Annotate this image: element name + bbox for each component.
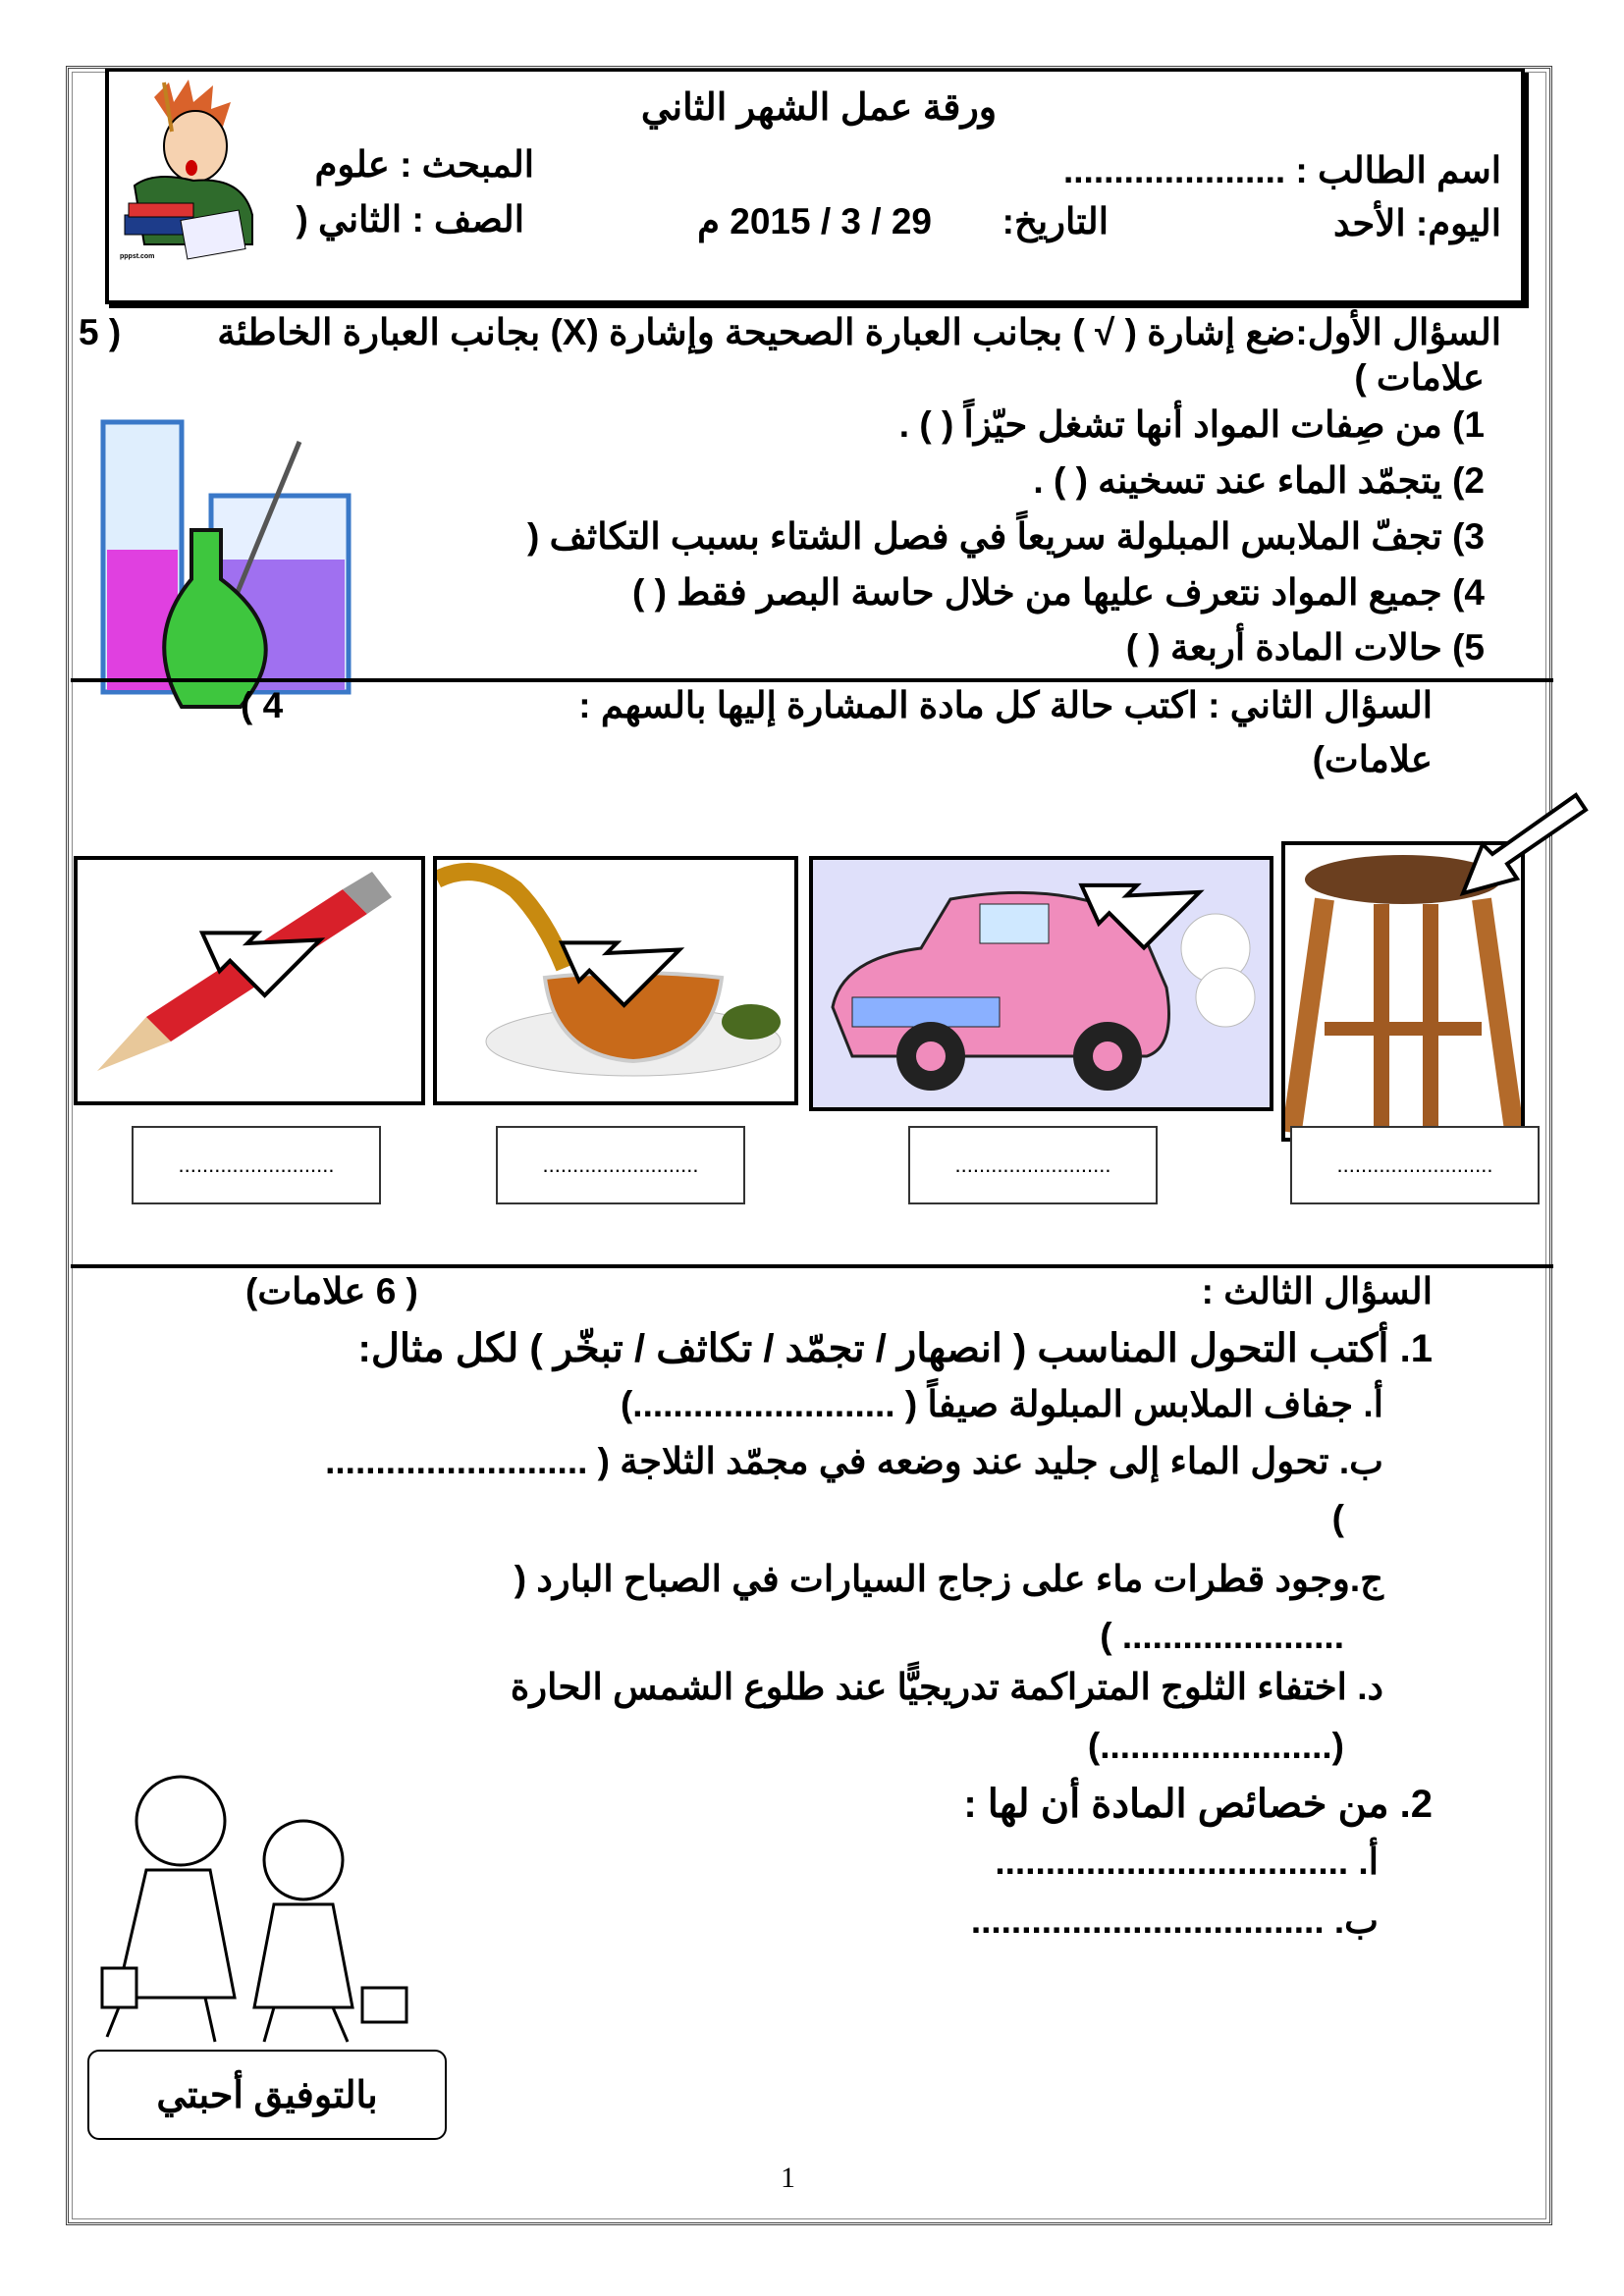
q3-item-b: ب. تحول الماء إلى جليد عند وضعه في مجمّد الثلاجة ( .......................... (325, 1441, 1383, 1481)
answer-box-exhaust[interactable]: .......................... (908, 1126, 1158, 1204)
q3-item-2: 2. من خصائص المادة أن لها : (963, 1783, 1433, 1826)
header-box (105, 69, 1525, 304)
lab-beakers-image (74, 412, 383, 712)
page-number: 1 (781, 2162, 795, 2194)
clipart-caption: pppst.com (120, 253, 155, 260)
student-name-field[interactable]: اسم الطالب : ...................... (1062, 150, 1501, 190)
q3-item-c: ج.وجود قطرات ماء على زجاج السيارات في الصباح البارد ( (514, 1559, 1383, 1599)
q1-marks-number: ( 5 (79, 312, 122, 352)
pencil-image (74, 856, 425, 1105)
q2-heading: السؤال الثاني : اكتب حالة كل مادة المشارة إليها بالسهم : (578, 685, 1433, 725)
section-divider (71, 678, 1553, 682)
q3-item-2b[interactable]: ب. ................................... (970, 1900, 1379, 1941)
q3-item-d: د. اختفاء الثلوج المتراكمة تدريجيًّا عند طلوع الشمس الحارة (510, 1667, 1383, 1707)
q3-marks: ( 6 علامات) (245, 1271, 418, 1311)
q3-item-b-close: ) (1331, 1498, 1344, 1538)
answer-box-stool[interactable]: .......................... (1290, 1126, 1540, 1204)
stool-arrow-icon (1453, 785, 1591, 903)
children-clipart (87, 1762, 441, 2047)
q3-item-a: أ. جفاف الملابس المبلولة صيفاً ( ..........................) (620, 1384, 1383, 1424)
car-exhaust-image (809, 856, 1273, 1111)
q1-item-3: 3) تجفّ الملابس المبلولة سريعاً في فصل الشتاء بسبب التكاثف ( (527, 516, 1485, 557)
q1-marks-word: علامات ) (1354, 357, 1485, 398)
worksheet-title: ورقة عمل الشهر الثاني (640, 87, 998, 129)
date-label: التاريخ: (1001, 201, 1109, 241)
q3-item-1: 1. أكتب التحول المناسب ( انصهار / تجمّد / تكاثف / تبخّر ) لكل مثال: (357, 1327, 1433, 1370)
q3-item-c-cont: ...................... ) (1100, 1616, 1344, 1656)
subject-label: المبحث : علوم (314, 144, 534, 185)
day-label: اليوم: الأحد (1332, 203, 1501, 243)
date-value: 29 / 3 / 2015 م (697, 201, 932, 241)
q1-item-1: 1) من صِفات المواد أنها تشغل حيّزاً ( ) . (898, 404, 1485, 445)
grade-label: الصف : الثاني ( (296, 199, 524, 240)
tea-cup-image (433, 856, 798, 1105)
q3-item-d-cont: (.......................) (1087, 1726, 1344, 1766)
q2-marks-word: علامات) (1312, 739, 1433, 779)
answer-box-tea[interactable]: .......................... (496, 1126, 745, 1204)
q3-item-2a[interactable]: أ. ................................... (995, 1842, 1379, 1882)
section-divider (71, 1264, 1553, 1268)
q1-item-5: 5) حالات المادة أربعة ( ) (1125, 627, 1485, 667)
q1-item-2: 2) يتجمّد الماء عند تسخينه ( ) . (1033, 460, 1485, 501)
answer-box-pencil[interactable]: .......................... (132, 1126, 381, 1204)
q1-item-4: 4) جميع المواد نتعرف عليها من خلال حاسة البصر فقط ( ) (631, 572, 1485, 613)
q3-heading: السؤال الثالث : (1201, 1271, 1433, 1311)
good-luck-message: بالتوفيق أحبتي (87, 2050, 447, 2140)
q1-heading: السؤال الأول:ضع إشارة ( √ ) بجانب العبارة الصحيحة وإشارة (X) بجانب العبارة الخاطئة (217, 312, 1501, 352)
q2-marks-number: 4 ) (241, 685, 284, 725)
